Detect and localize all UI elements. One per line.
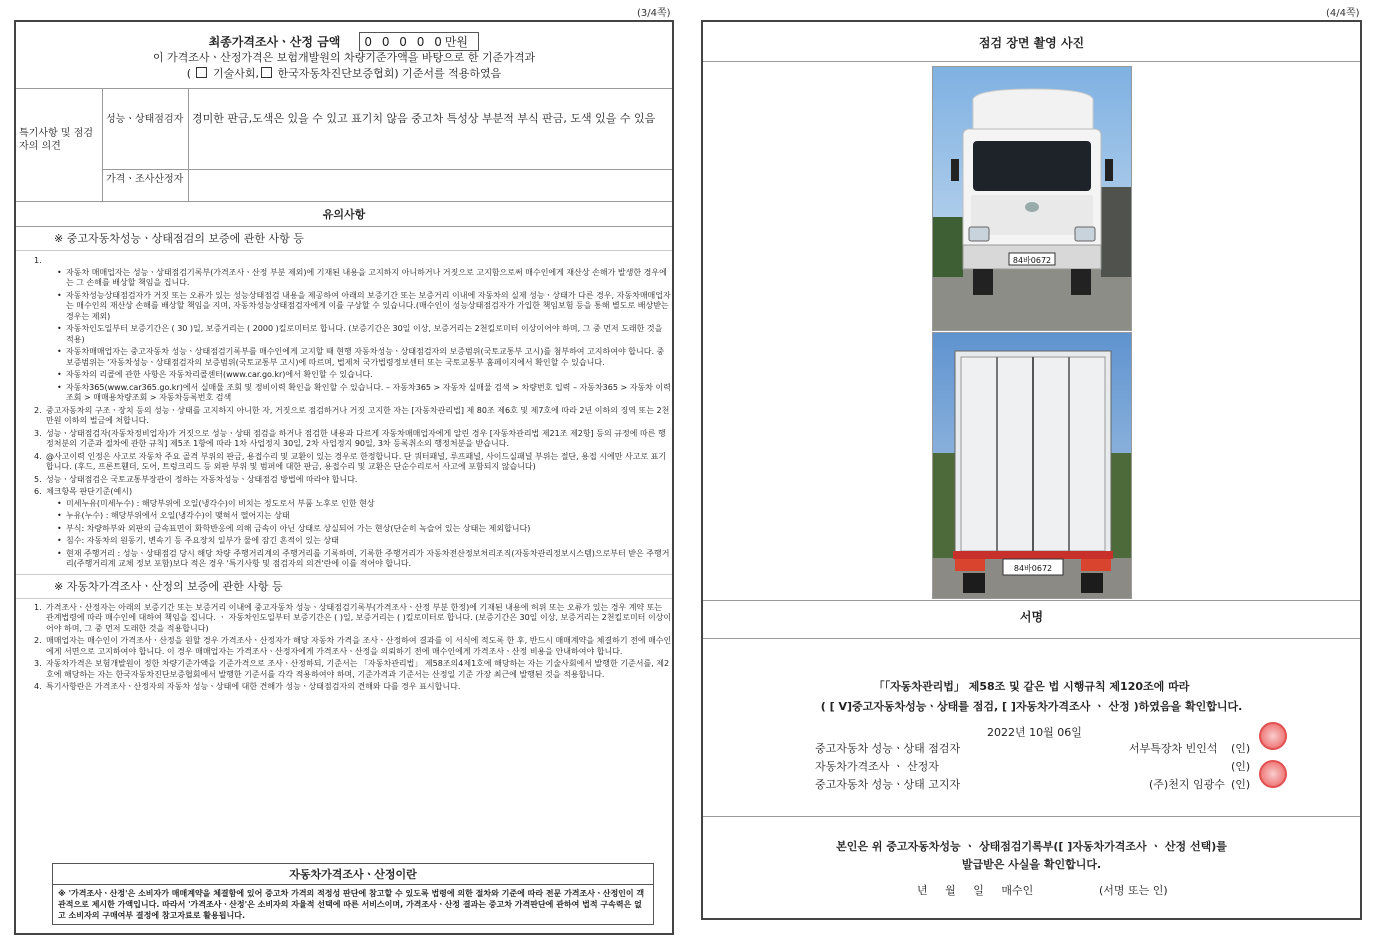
bullet: • 자동차의 리콜에 관한 사항은 자동차리콜센터(www.car.go.kr)에서 확인할 수 있습니다.: [66, 370, 672, 381]
appraisal-definition-title: 자동차가격조사ㆍ산정이란: [53, 864, 653, 885]
buyer-sign: (서명 또는 인): [1099, 884, 1168, 897]
price-amount-box: [359, 32, 479, 51]
price-note-line2: ( 기술사회, 한국자동차진단보증협회) 기준서를 적용하였음: [186, 67, 502, 80]
appraisal-definition-box: [52, 863, 654, 925]
signature-confirm-line: ( [ V]중고자동차성능ㆍ상태를 점검, [ ]자동차가격조사 ㆍ 산정 )하였음을 확인합니다.: [820, 700, 1243, 713]
photos-title: 점검 장면 촬영 사진: [703, 22, 1360, 62]
price-note-line1: 이 가격조사ㆍ산정가격은 보험개발원의 차량기준가액을 바탕으로 한 기준가격과: [152, 51, 536, 64]
checkbox-tech-society: [196, 67, 207, 78]
bullet: • 자동차성능상태점검자가 거짓 또는 오류가 있는 성능상태점검 내용을 제공하여 아래의 보증기간 또는 보증거리 이내에 자동차의 실제 성능ㆍ상태가 다른 경우, 자동차매매업자는 매수인의 재산상 손해를 배상할 책임을 지며, 자동차성능상태점검자에게 이를 구상할 수 있습니다.(매수인이 성능상태점검자가 가입한 책임보험 등을 통해 별도로 배상받는 경우는 제외): [66, 291, 672, 323]
notice-item-6: 6. 체크항목 판단기준(예시) • 미세누유(미세누수) : 해당부위에 오일(냉각수)이 비치는 정도로서 부품 노후로 인한 현상 • 누유(누수) : 해당부위에서 오일(냉각수)이 맺혀서 떨어지는 상태 • 부식: 차량하부와 외판의 금속표면이 화학반응에 의해 금속이 아닌 상태로 상실되어 가는 현상(단순히 녹슬어 있는 상태는 제외합니다) • 침수: 자동차의 원동기, 변속기 등 주요장치 일부가 물에 잠긴 흔적이 있는 상태 • 현재 주행거리 : 성능ㆍ상태점검 당시 해당 차량 주행거리계의 주행거리를 기록하며, 기록한 주행거리가 자동차전산정보처리조직(자동차관리정보시스템)으로부터 받은 주행거리(주행거리계 교체 정보 포함)보다 적은 경우 '특기사항 및 점검자의 의견'란에 이를 적어야 합니다.: [46, 487, 672, 570]
inspector-label: 성능ㆍ상태점검자: [106, 114, 184, 125]
bullet: • 자동차365(www.car365.go.kr)에서 실매물 조회 및 정비이력 확인을 확인할 수 있습니다. – 자동차365 > 자동차 실매물 검색 > 차량번호 입력 – 자동차365 > 자동차 이력조회 > 매매용차량조회 > 자동차등록번호 검색: [66, 383, 672, 404]
sig-label: 자동차가격조사 ㆍ 산정자: [815, 760, 939, 773]
signature-title: 서명: [1019, 610, 1044, 624]
sig-label: 중고자동차 성능ㆍ상태 점검자: [815, 742, 961, 755]
notice2-item-1: 1. 가격조사ㆍ산정자는 아래의 보증기간 또는 보증거리 이내에 중고자동차 성능ㆍ상태점검기록부(가격조사ㆍ산정 부분 한정)에 기재된 내용에 허위 또는 오류가 있는 경우 계약 또는 관계법령에 따라 매수인에 대하여 책임을 집니다. ㆍ 자동차인도일부터 보증기간은 ( )일, 보증거리는 ( )킬로미터로 합니다. (보증기간은 30일 이상, 보증거리는 2천킬로미터 이상이어야 하며, 그 중 먼저 도래한 것을 적용합니다): [34, 602, 672, 633]
page-number-left: (3/4쪽): [637, 8, 671, 19]
truck-rear-photo: [932, 332, 1132, 599]
notice-section2-list: [16, 603, 672, 693]
bullet: • 자동차매매업자는 중고자동차 성능ㆍ상태점검기록부를 매수인에게 고지할 때 현행 자동차성능ㆍ상태점검자의 보증범위(국토교통부 고시)를 첨부하여 고지하여야 합니다. 중 보증범위는 '자동차성능ㆍ상태점검자의 보증범위(국토교통부 고시)에 따르며, 법제처 국가법령정보센터 또는 국토교통부 홈페이지에서 확인할 수 있습니다.: [66, 347, 672, 368]
receipt-line-2: 발급받은 사실을 확인합니다.: [961, 858, 1102, 871]
bullet: • 누유(누수) : 해당부위에서 오일(냉각수)이 맺혀서 떨어지는 상태: [66, 511, 672, 522]
notice2-item-2: 2. 매매업자는 매수인이 가격조사ㆍ산정을 원할 경우 가격조사ㆍ산정자가 해당 자동차 가격을 조사ㆍ산정하여 결과를 이 서식에 적도록 한 후, 반드시 매매계약을 체결하기 전에 매수인에게 서면으로 고지하여야 합니다. 이 경우 매매업자는 가격조사ㆍ산정자에게 가격조사ㆍ산정을 의뢰하기 전에 매수인에게 가격조사ㆍ산정 비용을 안내하여야 합니다.: [34, 636, 672, 656]
notice-item-4: 4. @사고이력 인정은 사고로 자동차 주요 골격 부위의 판금, 용접수리 및 교환이 있는 경우로 한정합니다. 단 쿼터패널, 루프패널, 사이드실패널 부위는 절단, 용접 시에만 사고로 표기합니다. (후드, 프론트휀더, 도어, 트렁크리드 등 외판 부위 및 범퍼에 대한 판금, 용접수리 및 교환은 단순수리로서 사고에 포함되지 않습니다): [34, 451, 667, 471]
notice2-item-4: 4. 특기사항란은 가격조사ㆍ산정자의 자동차 성능ㆍ상태에 대한 견해가 성능ㆍ상태점검자의 견해와 다를 경우 표시합니다.: [34, 682, 461, 691]
notice-title: 유의사항: [16, 202, 672, 227]
left-document-panel: [14, 20, 674, 935]
notice-item-1: 1. • 자동차 매매업자는 성능ㆍ상태점검기록부(가격조사ㆍ산정 부분 제외)에 기재된 내용을 고지하지 아니하거나 거짓으로 고지함으로써 매수인에게 재산상 손해가 발생한 경우에는 그 손해를 배상할 책임을 집니다. • 자동차성능상태점검자가 거짓 또는 오류가 있는 성능상태점검 내용을 제공하여 아래의 보증기간 또는 보증거리 이내에 자동차의 실제 성능ㆍ상태가 다른 경우, 자동차매매업자는 매수인의 재산상 손해를 배상할 책임을 지며, 자동차성능상태점검자에게 이를 구상할 수 있습니다.(매수인이 성능상태점검자가 가입한 책임보험 등을 통해 별도로 배상받는 경우는 제외) • 자동차인도일부터 보증기간은 ( 30 )일, 보증거리는 ( 2000 )킬로미터로 합니다. (보증기간은 30일 이상, 보증거리는 2천킬로미터 이상이어야 하며, 그 중 먼저 도래한 것을 적용) • 자동차매매업자는 중고자동차 성능ㆍ상태점검기록부를 매수인에게 고지할 때 현행 자동차성능ㆍ상태점검자의 보증범위(국토교통부 고시)를 첨부하여 고지하여야 합니다. 중 보증범위는 '자동차성능ㆍ상태점검자의 보증범위(국토교통부 고시)에 따르며, 법제처 국가법령정보센터 또는 국토교통부 홈페이지에서 확인할 수 있습니다. • 자동차의 리콜에 관한 사항은 자동차리콜센터(www.car.go.kr)에서 확인할 수 있습니다. • 자동차365(www.car365.go.kr)에서 실매물 조회 및 정비이력 확인을 확인할 수 있습니다. – 자동차365 > 자동차 실매물 검색 > 차량번호 입력 – 자동차365 > 자동차 이력조회 > 매매용차량조회 > 자동차등록번호 검색: [46, 256, 672, 404]
notice-item-5: 5. 성능ㆍ상태점검은 국토교통부장관이 정하는 자동차성능ㆍ상태점검 방법에 따라야 합니다.: [34, 474, 358, 484]
price-title: 최종가격조사ㆍ산정 금액: [208, 35, 341, 49]
notice-item-3: 3. 성능ㆍ상태점검자(자동차정비업자)가 거짓으로 성능ㆍ상태 점검을 하거나 점검한 내용과 다르게 자동차매매업자에게 알린 경우 [자동차관리법 제21조 제2항] 등의 규정에 따른 행정처분의 기준과 절차에 관한 규칙] 제5조 1항에 따라 1차 사업정지 30일, 2차 사업정지 90일, 3차 등록취소의 행정처분을 받습니다.: [34, 428, 666, 448]
signature-law-line: 「「자동차관리법」 제58조 및 같은 법 시행규칙 제120조에 따라: [873, 680, 1190, 693]
inspector-opinion-text: 경미한 판금,도색은 있을 수 있고 표기치 않음 중고차 특성상 부분적 부식 판금, 도색 있을 수 있음: [192, 112, 656, 125]
notice-item-1-bullets: [46, 268, 672, 404]
sig-seal: (인): [1231, 778, 1251, 791]
appraiser-label: 가격ㆍ조사산정자: [106, 174, 184, 185]
buyer-line: 년 월 일 매수인: [917, 884, 1034, 897]
bullet: • 미세누유(미세누수) : 해당부위에 오일(냉각수)이 비치는 정도로서 부품 노후로 인한 현상: [66, 499, 672, 510]
price-section: [16, 22, 672, 89]
notice-item-2: 2. 중고자동차의 구조ㆍ장치 등의 성능ㆍ상태를 고지하지 아니한 자, 거짓으로 점검하거나 거짓 고지한 자는 [자동차관리법] 제 80조 제6호 및 제7호에 따라 2년 이하의 징역 또는 2천만원 이하의 벌금에 처합니다.: [34, 405, 670, 425]
sig-seal: (인): [1231, 760, 1251, 773]
notice-section1-title: ※ 중고자동차성능ㆍ상태점검의 보증에 관한 사항 등: [16, 227, 672, 251]
truck-front-photo: [932, 66, 1132, 331]
signature-date: 2022년 10월 06일: [987, 726, 1082, 739]
front-license-plate: 84바0672: [1012, 256, 1052, 265]
bullet: • 부식: 차량하부와 외판의 금속표면이 화학반응에 의해 금속이 아닌 상태로 상실되어 가는 현상(단순히 녹슬어 있는 상태는 제외합니다): [66, 524, 672, 535]
right-document-panel: [701, 20, 1362, 920]
receipt-line-1: 본인은 위 중고자동차성능 ㆍ 상태점검기록부([ ]자동차가격조사 ㆍ 산정 선택)를: [836, 840, 1227, 853]
notice2-item-3: 3. 자동차가격은 보험개발원이 정한 차량기준가액을 기준가격으로 조사ㆍ산정하되, 기준서는 「자동차관리법」 제58조의4제1호에 해당하는 자는 기술사회에서 발행한 기준서를, 제2호에 해당하는 자는 한국자동차진단보증협회에서 발행한 기준서를 각각 적용하여야 하며, 기준가격과 기준서는 산정일 기준 가장 최근에 발행된 것을 적용합니다.: [34, 659, 670, 679]
opinion-section: [16, 89, 672, 202]
price-unit: 만원: [444, 35, 469, 49]
sig-name: 서부특장차 빈인석: [1129, 742, 1218, 755]
sig-label: 중고자동차 성능ㆍ상태 고지자: [815, 778, 961, 791]
sig-name: (주)천지 임광수: [1149, 778, 1225, 791]
bullet: • 침수: 자동차의 원동기, 변속기 등 주요장치 일부가 물에 잠긴 흔적이 있는 상태: [66, 536, 672, 547]
opinion-section-label: 특기사항 및 점검자의 의견: [19, 128, 93, 152]
page-number-right: (4/4쪽): [1326, 8, 1360, 19]
notice-section2-title: ※ 자동차가격조사ㆍ산정의 보증에 관한 사항 등: [16, 574, 672, 599]
appraisal-definition-text: ※ '가격조사ㆍ산정'은 소비자가 매매계약을 체결함에 있어 중고차 가격의 적정성 판단에 참고할 수 있도록 법령에 의한 절차와 기준에 따라 전문 가격조사ㆍ산정인이 객관적으로 제시한 가액입니다. 따라서 '가격조사ㆍ산정'은 소비자의 자율적 선택에 따른 서비스이며, 가격조사ㆍ산정 결과는 중고차 가격판단에 관하여 법적 구속력은 없고 소비자의 구매여부 결정에 참고자료로 활용됩니다.: [58, 889, 645, 920]
notice-item-6-bullets: [46, 499, 672, 570]
inspector-seal-stamp: [1259, 722, 1287, 750]
checkbox-kadia: [261, 67, 272, 78]
rear-license-plate: 84바0672: [1013, 564, 1053, 573]
sig-seal: (인): [1231, 742, 1251, 755]
notifier-seal-stamp: [1259, 760, 1287, 788]
bullet: • 자동차인도일부터 보증기간은 ( 30 )일, 보증거리는 ( 2000 )킬로미터로 합니다. (보증기간은 30일 이상, 보증거리는 2천킬로미터 이상이어야 하며, 그 중 먼저 도래한 것을 적용): [66, 324, 672, 345]
price-amount: 0 0 0 0 0: [364, 35, 445, 49]
notice-section1-list: [16, 256, 672, 570]
bullet: • 자동차 매매업자는 성능ㆍ상태점검기록부(가격조사ㆍ산정 부분 제외)에 기재된 내용을 고지하지 아니하거나 거짓으로 고지함으로써 매수인에게 재산상 손해가 발생한 경우에는 그 손해를 배상할 책임을 집니다.: [66, 268, 672, 289]
bullet: • 현재 주행거리 : 성능ㆍ상태점검 당시 해당 차량 주행거리계의 주행거리를 기록하며, 기록한 주행거리가 자동차전산정보처리조직(자동차관리정보시스템)으로부터 받은 주행거리(주행거리계 교체 정보 포함)보다 적은 경우 '특기사항 및 점검자의 의견'란에 이를 적어야 합니다.: [66, 549, 672, 570]
